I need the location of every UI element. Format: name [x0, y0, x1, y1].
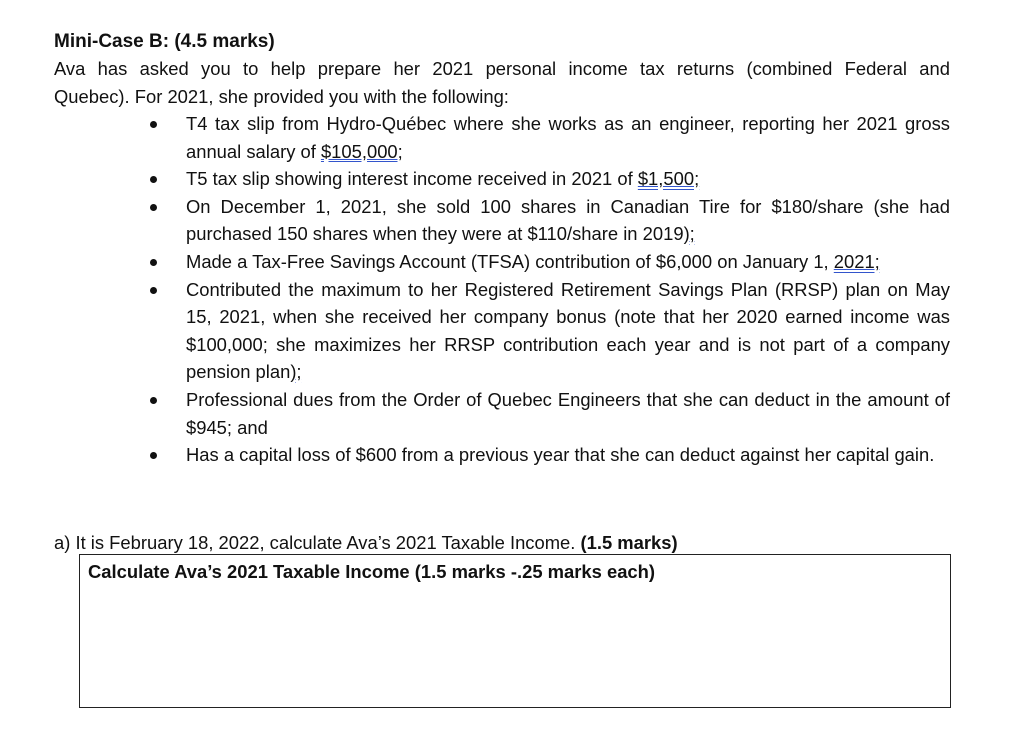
list-item: Professional dues from the Order of Quebec Engineers that she can deduct in the amount of $945; and [54, 386, 950, 441]
list-item: On December 1, 2021, she sold 100 shares in Canadian Tire for $180/share (she had purchased 150 shares when they were at $110/share in 2019); [54, 193, 950, 248]
salary-amount: $105,000; [320, 140, 403, 162]
bullet-icon [150, 121, 157, 128]
mini-case-section [54, 28, 954, 469]
case-title: Mini-Case B: (4.5 marks) [54, 31, 275, 52]
list-item: T4 tax slip from Hydro-Québec where she works as an engineer, reporting her 2021 gross annual salary of $105,000; [54, 110, 950, 165]
provided-items-list [54, 110, 954, 469]
bullet-icon [150, 259, 157, 266]
bullet-icon [150, 176, 157, 183]
intro-line-2: Quebec). For 2021, she provided you with the following: [54, 85, 509, 107]
bullet-icon [150, 397, 157, 404]
answer-box-header: Calculate Ava’s 2021 Taxable Income (1.5 marks -.25 marks each) [88, 561, 656, 582]
question-marks: (1.5 marks) [580, 532, 678, 553]
list-item: T5 tax slip showing interest income received in 2021 of $1,500; [54, 165, 950, 193]
list-item: Has a capital loss of $600 from a previous year that she can deduct against her capital gain. [54, 441, 950, 469]
answer-box[interactable] [79, 554, 951, 708]
list-item: Made a Tax-Free Savings Account (TFSA) contribution of $6,000 on January 1, 2021; [54, 248, 950, 276]
list-item: Contributed the maximum to her Registered Retirement Savings Plan (RRSP) plan on May 15, 2021, when she received her company bonus (note that her 2020 earned income was $100,000; she maximizes her RRSP contribution each year and is not part of a company pension plan); [54, 276, 950, 386]
bullet-icon [150, 287, 157, 294]
case-intro [54, 55, 950, 110]
interest-amount: $1,500; [637, 168, 700, 190]
question-text: a) It is February 18, 2022, calculate Ava’s 2021 Taxable Income. [54, 532, 581, 553]
bullet-icon [150, 452, 157, 459]
bullet-icon [150, 204, 157, 211]
intro-line-1: Ava has asked you to help prepare her 2021 personal income tax returns (combined Federal and [54, 58, 950, 79]
question-a [54, 530, 954, 556]
